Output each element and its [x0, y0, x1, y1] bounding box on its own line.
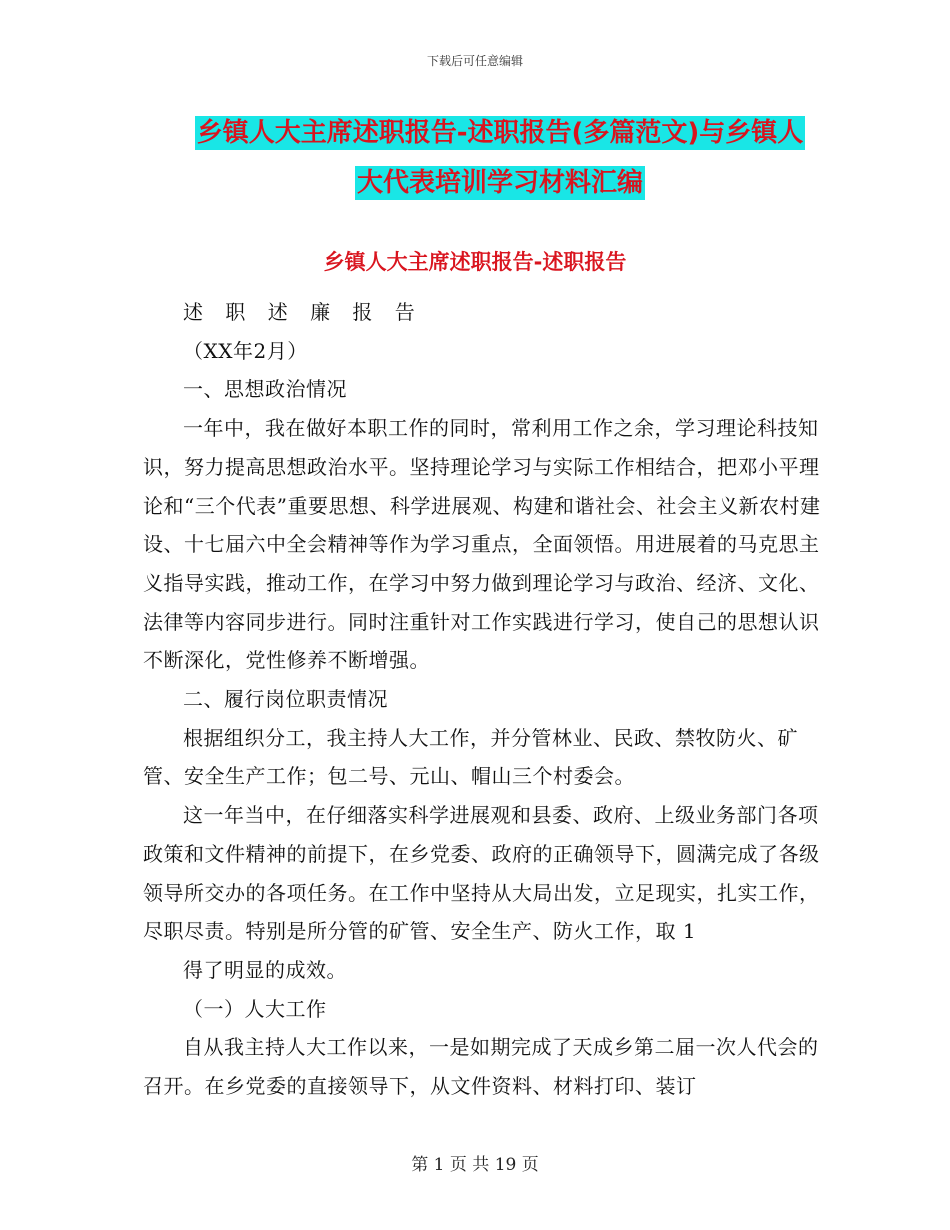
- header-note: 下载后可任意编辑: [426, 54, 523, 68]
- subsection-heading: （一）人大工作: [183, 996, 327, 1021]
- main-title: [140, 108, 860, 208]
- report-date: （XX年2月）: [183, 338, 308, 363]
- paragraph: 这一年当中，在仔细落实科学进展观和县委、政府、上级业务部门各项政策和文件精神的前提下，在乡党委、政府的正确领导下，圆满完成了各级领导所交办的各项任务。在工作中坚持从大局出发，立足现实，扎实工作，尽职尽责。特别是所分管的矿管、安全生产、防火工作，取 1: [143, 803, 820, 944]
- section-heading-2: 二、履行岗位职责情况: [183, 687, 388, 712]
- section-heading-1: 一、思想政治情况: [183, 377, 347, 402]
- paragraph: 得了明显的成效。: [183, 957, 347, 982]
- page-footer: 第 1 页 共 19 页: [411, 1155, 539, 1175]
- paragraph: 一年中，我在做好本职工作的同时，常利用工作之余，学习理论科技知识，努力提高思想政治水平。坚持理论学习与实际工作相结合，把邓小平理论和“三个代表”重要思想、科学进展观、构建和谐社会、社会主义新农村建设、十七届六中全会精神等作为学习重点，全面领悟。用进展着的马克思主义指导实践，推动工作，在学习中努力做到理论学习与政治、经济、文化、法律等内容同步进行。同时注重针对工作实践进行学习，使自己的思想认识不断深化，党性修养不断增强。: [143, 416, 821, 673]
- document-body: [143, 293, 823, 1106]
- report-heading: 述 职 述 廉 报 告: [183, 300, 423, 324]
- main-title-line-2: 大代表培训学习材料汇编: [356, 168, 643, 198]
- main-title-line-1: 乡镇人大主席述职报告-述职报告(多篇范文)与乡镇人: [196, 118, 804, 148]
- paragraph: 自从我主持人大工作以来，一是如期完成了天成乡第二届一次人代会的召开。在乡党委的直接领导下，从文件资料、材料打印、装订: [143, 1035, 819, 1099]
- paragraph: 根据组织分工，我主持人大工作，并分管林业、民政、禁牧防火、矿管、安全生产工作；包二号、元山、帽山三个村委会。: [143, 725, 798, 789]
- section-title: 乡镇人大主席述职报告-述职报告: [323, 250, 627, 274]
